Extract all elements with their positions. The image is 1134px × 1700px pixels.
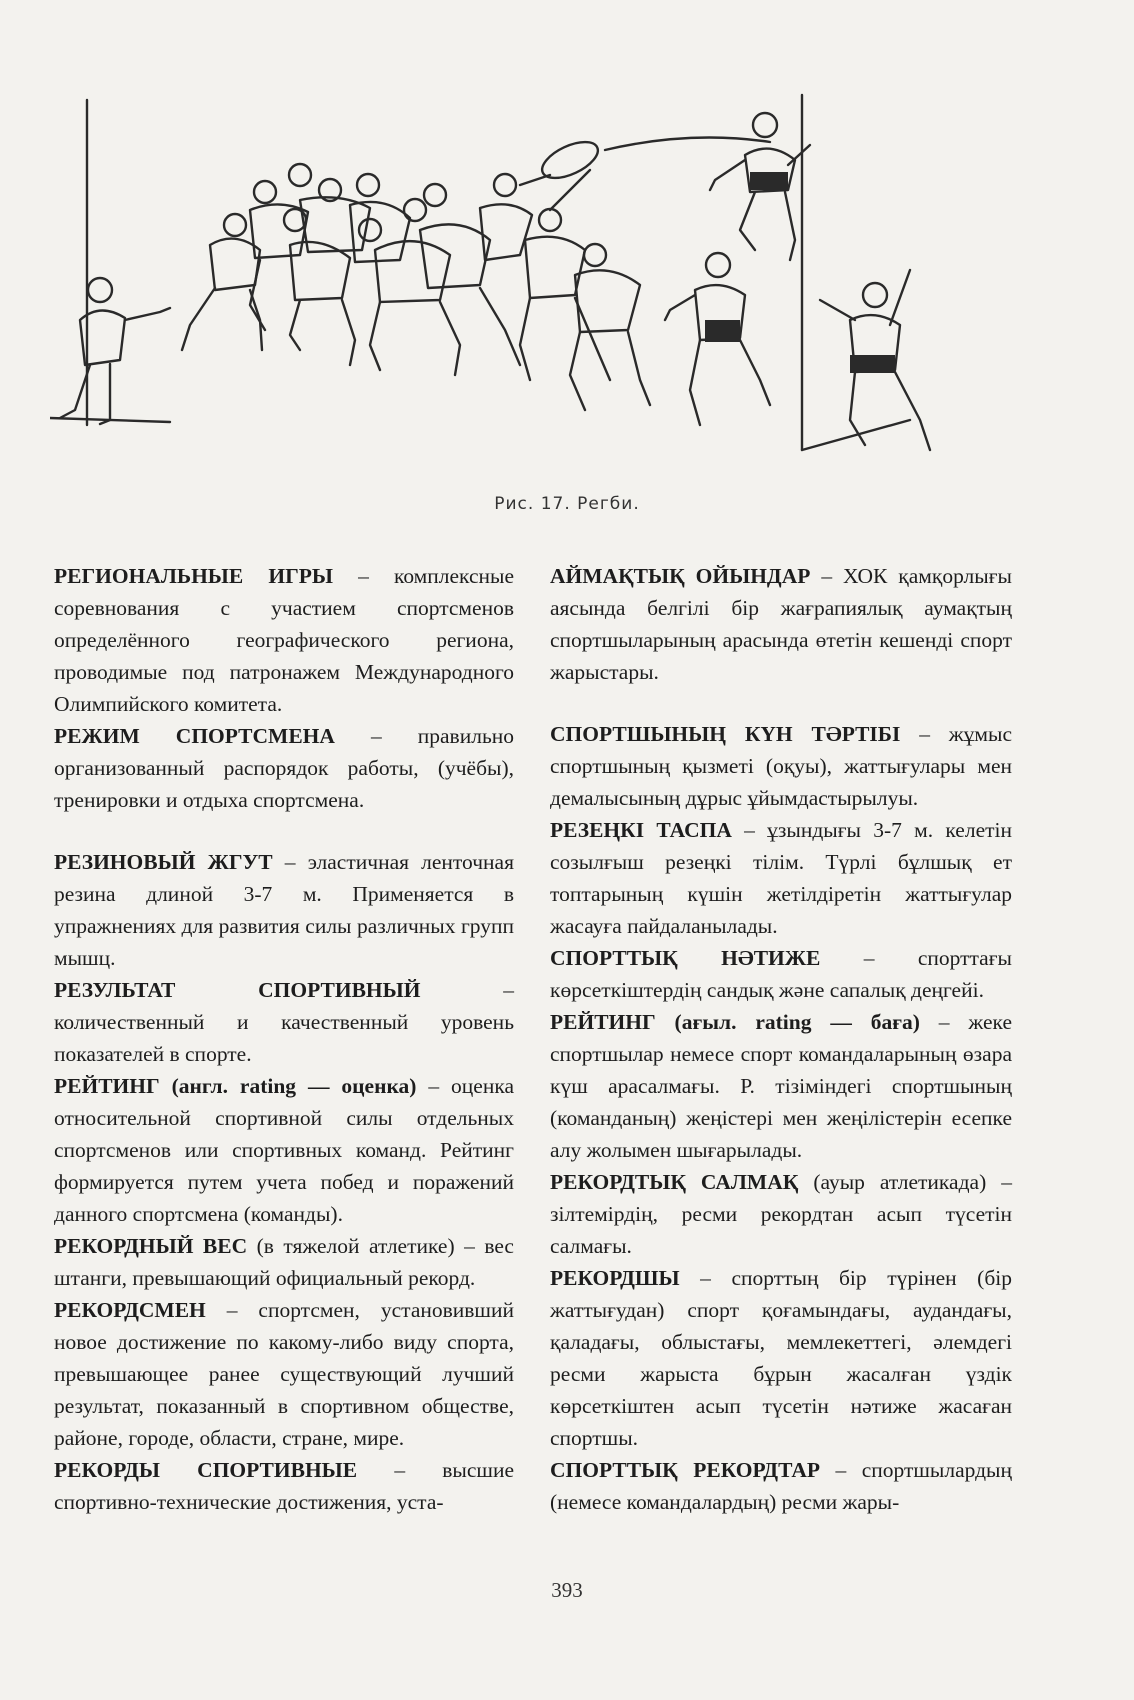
entry-term: РЕКОРДСМЕН [54, 1298, 206, 1322]
entry-sport-records-kz [550, 1454, 1012, 1518]
entry-term: РЕКОРДНЫЙ ВЕС [54, 1234, 248, 1258]
entry-regional-games [54, 560, 514, 720]
entry-definition: – спортшылардың (немесе командалардың) ресми жары- [550, 1458, 1012, 1514]
entry-term: РЕЗЕҢКІ ТАСПА [550, 818, 732, 842]
entry-definition: – ұзындығы 3-7 м. келетін созылғыш резеңкі тілім. Түрлі бұлшық ет топтарының күшін жетілдіретін жаттығулар жасауға пайдаланылады. [550, 818, 1012, 938]
entry-term: РЕЙТИНГ (англ. rating — оценка) [54, 1074, 417, 1098]
page-number: 393 [551, 1578, 583, 1602]
entry-rating [54, 1070, 514, 1230]
entry-definition: – спорттағы көрсеткіштердің сандық және сапалық деңгейі. [550, 946, 1012, 1002]
entry-definition: – жеке спортшылар немесе спорт командаларының өзара күш арасалмағы. Р. тізіміндегі спортшының (команданың) жеңістері мен жеңілістерін есепке алу жолымен шығарылады. [550, 1010, 1012, 1162]
kazakh-column [550, 560, 1012, 1518]
entry-term: РЕЗУЛЬТАТ СПОРТИВНЫЙ [54, 978, 421, 1002]
entry-definition: (ауыр атлетикада) – зілтемірдің, ресми рекордтан асып түсетін салмағы. [550, 1170, 1012, 1258]
figure-caption: Рис. 17. Регби. [494, 494, 640, 514]
entry-term: РЕГИОНАЛЬНЫЕ ИГРЫ [54, 564, 334, 588]
entry-definition: – оценка относительной спортивной силы отдельных спортсменов или спортивных команд. Рейтинг формируется путем учета побед и поражений данного спортсмена (команды). [54, 1074, 514, 1226]
entry-record-weight-kz [550, 1166, 1012, 1262]
entry-definition: – количественный и качественный уровень показателей в спорте. [54, 978, 514, 1066]
entry-rubber-band [54, 846, 514, 974]
entry-term: РЕКОРДТЫҚ САЛМАҚ [550, 1170, 799, 1194]
entry-definition: – ХОК қамқорлығы аясында белгілі бір жағрапиялық аумақтың спортшыларының арасында өтетін кешенді спорт жарыстары. [550, 564, 1012, 684]
entry-term: СПОРТШЫНЫҢ КҮН ТӘРТІБІ [550, 722, 901, 746]
entry-term: РЕКОРДЫ СПОРТИВНЫЕ [54, 1458, 358, 1482]
entry-definition: – высшие спортивно-технические достижения, уста- [54, 1458, 514, 1514]
entry-definition: – комплексные соревнования с участием спортсменов определённого географического региона, проводимые под патронажем Международного Олимпийского комитета. [54, 564, 514, 716]
entry-sport-result-kz [550, 942, 1012, 1006]
entry-term: РЕКОРДШЫ [550, 1266, 680, 1290]
entry-definition: – спортсмен, установивший новое достижение по какому-либо виду спорта, превышающее ранее существующий лучший результат, показанный в спортивном обществе, районе, городе, области, стране, мире. [54, 1298, 514, 1450]
entry-definition: – правильно организованный распорядок работы, (учёбы), тренировки и отдыха спортсмена. [54, 724, 515, 812]
entry-term: РЕЗИНОВЫЙ ЖГУТ [54, 850, 273, 874]
entry-regional-games-kz [550, 560, 1012, 688]
entry-record-holder [54, 1294, 514, 1454]
entry-definition: (в тяжелой атлетике) – вес штанги, превышающий официальный рекорд. [54, 1234, 514, 1290]
entry-record-weight [54, 1230, 514, 1294]
entry-term: РЕЙТИНГ (ағыл. rating — баға) [550, 1010, 920, 1034]
russian-column [54, 560, 514, 1518]
entry-definition: – спорттың бір түрінен (бір жаттығудан) спорт қоғамындағы, аудандағы, қаладағы, облыстағы, мемлекеттегі, әлемдегі ресми жарыста бұрын жасалған үздік көрсеткіштен асып түсетін нәтиже жасаған спортшы. [550, 1266, 1012, 1450]
entry-athlete-regime [54, 720, 514, 816]
rugby-drawing [50, 80, 1010, 520]
entry-definition: – эластичная ленточная резина длиной 3-7 м. Применяется в упражнениях для развития силы различных групп мышц. [54, 850, 514, 970]
entry-term: СПОРТТЫҚ НӘТИЖЕ [550, 946, 821, 970]
entry-definition: – жұмыс спортшының қызметі (оқуы), жаттығулары мен демалысының дұрыс ұйымдастырылуы. [550, 722, 1012, 810]
entry-sport-result [54, 974, 514, 1070]
entry-term: РЕЖИМ СПОРТСМЕНА [54, 724, 335, 748]
entry-sport-records [54, 1454, 514, 1518]
entry-rating-kz [550, 1006, 1012, 1166]
entry-rubber-band-kz [550, 814, 1012, 942]
rugby-illustration [50, 80, 1010, 520]
entry-term: СПОРТТЫҚ РЕКОРДТАР [550, 1458, 821, 1482]
entry-term: АЙМАҚТЫҚ ОЙЫНДАР [550, 564, 811, 588]
entry-athlete-regime-kz [550, 718, 1012, 814]
entry-record-holder-kz [550, 1262, 1012, 1454]
